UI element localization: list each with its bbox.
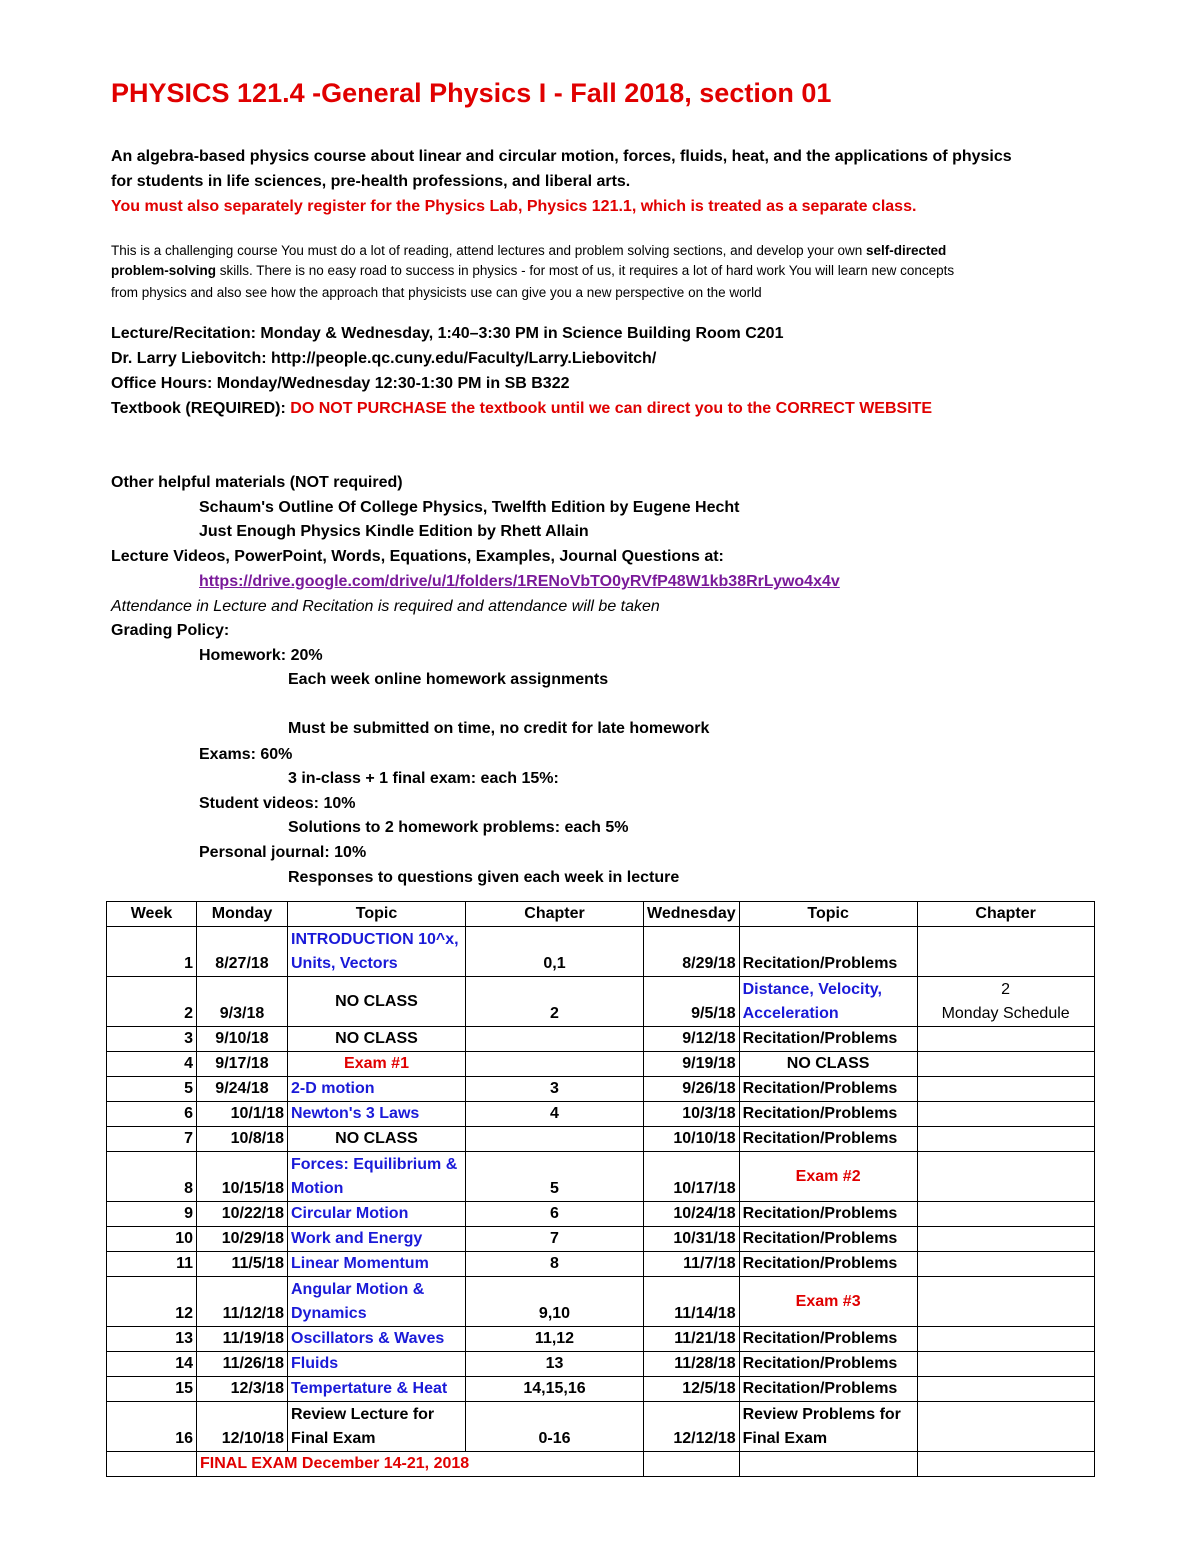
header-topic: Topic	[288, 902, 466, 927]
wednesday-cell: 8/29/18	[644, 927, 740, 977]
header-wed-chapter: Chapter	[917, 902, 1094, 927]
wed-topic-cell: Review Problems for Final Exam	[739, 1402, 917, 1452]
schedule-header-row	[107, 902, 1095, 927]
monday-cell: 10/15/18	[197, 1152, 288, 1202]
challenge-line-3: from physics and also see how the approach that physicists use can give you a new perspective on the world	[111, 285, 762, 300]
challenge-text: This is a challenging course You must do a lot of reading, attend lectures and problem solving sections, and develop your own	[111, 243, 866, 258]
week-cell: 5	[107, 1077, 197, 1102]
week-cell: 8	[107, 1152, 197, 1202]
week-cell: 2	[107, 977, 197, 1027]
wed-topic-cell: Recitation/Problems	[739, 1127, 917, 1152]
challenge-text-2: skills. There is no easy road to success in physics - for most of us, it requires a lot of hard work You will learn new concepts	[216, 263, 955, 278]
table-row	[107, 1377, 1095, 1402]
wed-chapter-cell	[917, 1377, 1094, 1402]
chapter-cell: 14,15,16	[466, 1377, 644, 1402]
table-row	[107, 1152, 1095, 1202]
wed-topic-cell: Recitation/Problems	[739, 1327, 917, 1352]
grading-homework-detail-1: Each week online homework assignments	[288, 671, 609, 688]
week-cell: 15	[107, 1377, 197, 1402]
table-row	[107, 977, 1095, 1027]
wed-topic-cell: Exam #3	[739, 1277, 917, 1327]
challenge-emphasis: self-directed	[865, 243, 947, 258]
schedule-table	[106, 901, 1095, 1477]
wednesday-cell: 9/26/18	[644, 1077, 740, 1102]
wednesday-cell: 9/12/18	[644, 1027, 740, 1052]
topic-cell: Review Lecture for Final Exam	[288, 1402, 466, 1452]
wednesday-cell: 10/3/18	[644, 1102, 740, 1127]
wednesday-cell: 11/14/18	[644, 1277, 740, 1327]
topic-cell: 2-D motion	[288, 1077, 466, 1102]
wed-topic-cell: Recitation/Problems	[739, 1227, 917, 1252]
chapter-cell: 13	[466, 1352, 644, 1377]
book-2: Just Enough Physics Kindle Edition by Rhett Allain	[199, 523, 589, 540]
final-empty-cell	[917, 1452, 1094, 1477]
week-cell: 4	[107, 1052, 197, 1077]
wednesday-cell: 12/12/18	[644, 1402, 740, 1452]
week-cell: 13	[107, 1327, 197, 1352]
wed-chapter-cell	[917, 1252, 1094, 1277]
table-row	[107, 1227, 1095, 1252]
topic-cell: Tempertature & Heat	[288, 1377, 466, 1402]
wed-topic-cell: NO CLASS	[739, 1052, 917, 1077]
textbook-line	[111, 400, 932, 418]
topic-cell: INTRODUCTION 10^x, Units, Vectors	[288, 927, 466, 977]
wed-chapter-cell	[917, 1127, 1094, 1152]
final-exam-row	[107, 1452, 1095, 1477]
chapter-cell: 2	[466, 977, 644, 1027]
monday-cell: 11/19/18	[197, 1327, 288, 1352]
monday-cell: 10/29/18	[197, 1227, 288, 1252]
topic-cell: NO CLASS	[288, 1127, 466, 1152]
chapter-cell: 8	[466, 1252, 644, 1277]
wed-chapter-value: 2	[1001, 981, 1011, 998]
intro-line-2: for students in life sciences, pre-health professions, and liberal arts.	[111, 173, 631, 190]
table-row	[107, 1027, 1095, 1052]
table-row	[107, 1402, 1095, 1452]
wed-chapter-cell	[917, 1327, 1094, 1352]
wednesday-cell: 10/24/18	[644, 1202, 740, 1227]
grading-exams: Exams: 60%	[199, 746, 293, 763]
week-cell: 11	[107, 1252, 197, 1277]
materials-heading: Other helpful materials (NOT required)	[111, 474, 403, 491]
topic-cell: Fluids	[288, 1352, 466, 1377]
topic-cell: Exam #1	[288, 1052, 466, 1077]
monday-cell: 10/1/18	[197, 1102, 288, 1127]
monday-cell: 10/22/18	[197, 1202, 288, 1227]
table-row	[107, 1077, 1095, 1102]
week-cell: 7	[107, 1127, 197, 1152]
topic-cell: NO CLASS	[288, 977, 466, 1027]
week-cell: 14	[107, 1352, 197, 1377]
week-cell: 10	[107, 1227, 197, 1252]
monday-cell: 9/10/18	[197, 1027, 288, 1052]
chapter-cell: 11,12	[466, 1327, 644, 1352]
week-cell: 16	[107, 1402, 197, 1452]
header-week: Week	[107, 902, 197, 927]
wednesday-cell: 10/17/18	[644, 1152, 740, 1202]
wed-chapter-cell	[917, 1102, 1094, 1127]
table-row	[107, 927, 1095, 977]
grading-videos: Student videos: 10%	[199, 795, 356, 812]
table-row	[107, 1202, 1095, 1227]
monday-cell: 11/26/18	[197, 1352, 288, 1377]
table-row	[107, 1327, 1095, 1352]
topic-cell: NO CLASS	[288, 1027, 466, 1052]
challenge-line-2	[111, 263, 954, 278]
monday-cell: 9/24/18	[197, 1077, 288, 1102]
grading-journal-detail: Responses to questions given each week in lecture	[288, 869, 680, 886]
final-empty-cell	[644, 1452, 740, 1477]
lecture-info: Lecture/Recitation: Monday & Wednesday, 1:40–3:30 PM in Science Building Room C201	[111, 325, 784, 342]
chapter-cell: 7	[466, 1227, 644, 1252]
topic-cell: Work and Energy	[288, 1227, 466, 1252]
header-chapter: Chapter	[466, 902, 644, 927]
header-monday: Monday	[197, 902, 288, 927]
monday-cell: 10/8/18	[197, 1127, 288, 1152]
chapter-cell: 3	[466, 1077, 644, 1102]
chapter-cell	[466, 1127, 644, 1152]
challenge-line-1	[111, 243, 946, 258]
wed-chapter-cell	[917, 1402, 1094, 1452]
grading-exams-detail: 3 in-class + 1 final exam: each 15%:	[288, 770, 559, 787]
attendance-note: Attendance in Lecture and Recitation is required and attendance will be taken	[111, 598, 660, 615]
textbook-warning: DO NOT PURCHASE the textbook until we can direct you to the CORRECT WEBSITE	[290, 400, 933, 417]
book-1: Schaum's Outline Of College Physics, Twelfth Edition by Eugene Hecht	[199, 499, 740, 516]
wednesday-cell: 9/5/18	[644, 977, 740, 1027]
chapter-cell	[466, 1027, 644, 1052]
instructor-info: Dr. Larry Liebovitch: http://people.qc.cuny.edu/Faculty/Larry.Liebovitch/	[111, 350, 657, 367]
wed-chapter-cell	[917, 927, 1094, 977]
videos-line: Lecture Videos, PowerPoint, Words, Equations, Examples, Journal Questions at:	[111, 548, 724, 565]
wed-chapter-cell	[917, 977, 1094, 1027]
wed-chapter-cell	[917, 1352, 1094, 1377]
table-row	[107, 1352, 1095, 1377]
wednesday-cell: 11/21/18	[644, 1327, 740, 1352]
monday-cell: 12/3/18	[197, 1377, 288, 1402]
wed-topic-cell: Recitation/Problems	[739, 1027, 917, 1052]
wed-chapter-cell	[917, 1227, 1094, 1252]
wednesday-cell: 10/10/18	[644, 1127, 740, 1152]
wed-chapter-cell	[917, 1027, 1094, 1052]
monday-cell: 11/5/18	[197, 1252, 288, 1277]
grading-homework-detail-2: Must be submitted on time, no credit for late homework	[288, 720, 710, 737]
week-cell: 1	[107, 927, 197, 977]
wed-topic-cell: Recitation/Problems	[739, 927, 917, 977]
wed-chapter-cell	[917, 1052, 1094, 1077]
header-wednesday: Wednesday	[644, 902, 740, 927]
topic-cell: Linear Momentum	[288, 1252, 466, 1277]
wed-topic-cell: Recitation/Problems	[739, 1377, 917, 1402]
wed-topic-cell: Recitation/Problems	[739, 1352, 917, 1377]
wed-chapter-cell	[917, 1152, 1094, 1202]
final-empty-cell	[107, 1452, 197, 1477]
wed-topic-cell: Recitation/Problems	[739, 1252, 917, 1277]
wed-chapter-cell	[917, 1277, 1094, 1327]
challenge-emphasis-2: problem-solving	[111, 263, 217, 278]
monday-cell: 12/10/18	[197, 1402, 288, 1452]
week-cell: 12	[107, 1277, 197, 1327]
textbook-label: Textbook (REQUIRED):	[111, 400, 291, 417]
wed-topic-cell: Distance, Velocity, Acceleration	[739, 977, 917, 1027]
chapter-cell: 0,1	[466, 927, 644, 977]
table-row	[107, 1252, 1095, 1277]
final-empty-cell	[739, 1452, 917, 1477]
chapter-cell: 4	[466, 1102, 644, 1127]
chapter-cell: 6	[466, 1202, 644, 1227]
page-title: PHYSICS 121.4 -General Physics I - Fall 2018, section 01	[111, 78, 832, 108]
wed-topic-cell: Recitation/Problems	[739, 1077, 917, 1102]
header-wed-topic: Topic	[739, 902, 917, 927]
grading-videos-detail: Solutions to 2 homework problems: each 5%	[288, 819, 629, 836]
week-cell: 3	[107, 1027, 197, 1052]
table-row	[107, 1102, 1095, 1127]
lab-notice: You must also separately register for the Physics Lab, Physics 121.1, which is treated as a separate class.	[111, 198, 917, 215]
table-row	[107, 1277, 1095, 1327]
monday-cell: 8/27/18	[197, 927, 288, 977]
week-cell: 6	[107, 1102, 197, 1127]
topic-cell: Newton's 3 Laws	[288, 1102, 466, 1127]
topic-cell: Angular Motion & Dynamics	[288, 1277, 466, 1327]
monday-cell: 11/12/18	[197, 1277, 288, 1327]
wed-topic-cell: Recitation/Problems	[739, 1102, 917, 1127]
drive-link[interactable]: https://drive.google.com/drive/u/1/folders/1RENoVbTO0yRVfP48W1kb38RrLywo4x4v	[199, 573, 840, 590]
chapter-cell: 5	[466, 1152, 644, 1202]
wed-topic-cell: Recitation/Problems	[739, 1202, 917, 1227]
final-exam-label: FINAL EXAM December 14-21, 2018	[197, 1452, 644, 1477]
wednesday-cell: 9/19/18	[644, 1052, 740, 1077]
monday-cell: 9/3/18	[197, 977, 288, 1027]
topic-cell: Oscillators & Waves	[288, 1327, 466, 1352]
wednesday-cell: 11/7/18	[644, 1252, 740, 1277]
topic-cell: Circular Motion	[288, 1202, 466, 1227]
wednesday-cell: 11/28/18	[644, 1352, 740, 1377]
wed-chapter-cell	[917, 1202, 1094, 1227]
chapter-cell: 9,10	[466, 1277, 644, 1327]
wed-topic-cell: Exam #2	[739, 1152, 917, 1202]
wednesday-cell: 12/5/18	[644, 1377, 740, 1402]
grading-heading: Grading Policy:	[111, 622, 230, 639]
grading-journal: Personal journal: 10%	[199, 844, 367, 861]
chapter-cell: 0-16	[466, 1402, 644, 1452]
office-hours: Office Hours: Monday/Wednesday 12:30-1:30 PM in SB B322	[111, 375, 570, 392]
monday-cell: 9/17/18	[197, 1052, 288, 1077]
wed-chapter-cell	[917, 1077, 1094, 1102]
monday-schedule-note: Monday Schedule	[941, 1005, 1070, 1022]
chapter-cell	[466, 1052, 644, 1077]
intro-line-1: An algebra-based physics course about linear and circular motion, forces, fluids, heat, and the applications of physics	[111, 148, 1012, 165]
grading-homework: Homework: 20%	[199, 647, 323, 664]
topic-cell: Forces: Equilibrium & Motion	[288, 1152, 466, 1202]
week-cell: 9	[107, 1202, 197, 1227]
table-row	[107, 1127, 1095, 1152]
wednesday-cell: 10/31/18	[644, 1227, 740, 1252]
table-row	[107, 1052, 1095, 1077]
